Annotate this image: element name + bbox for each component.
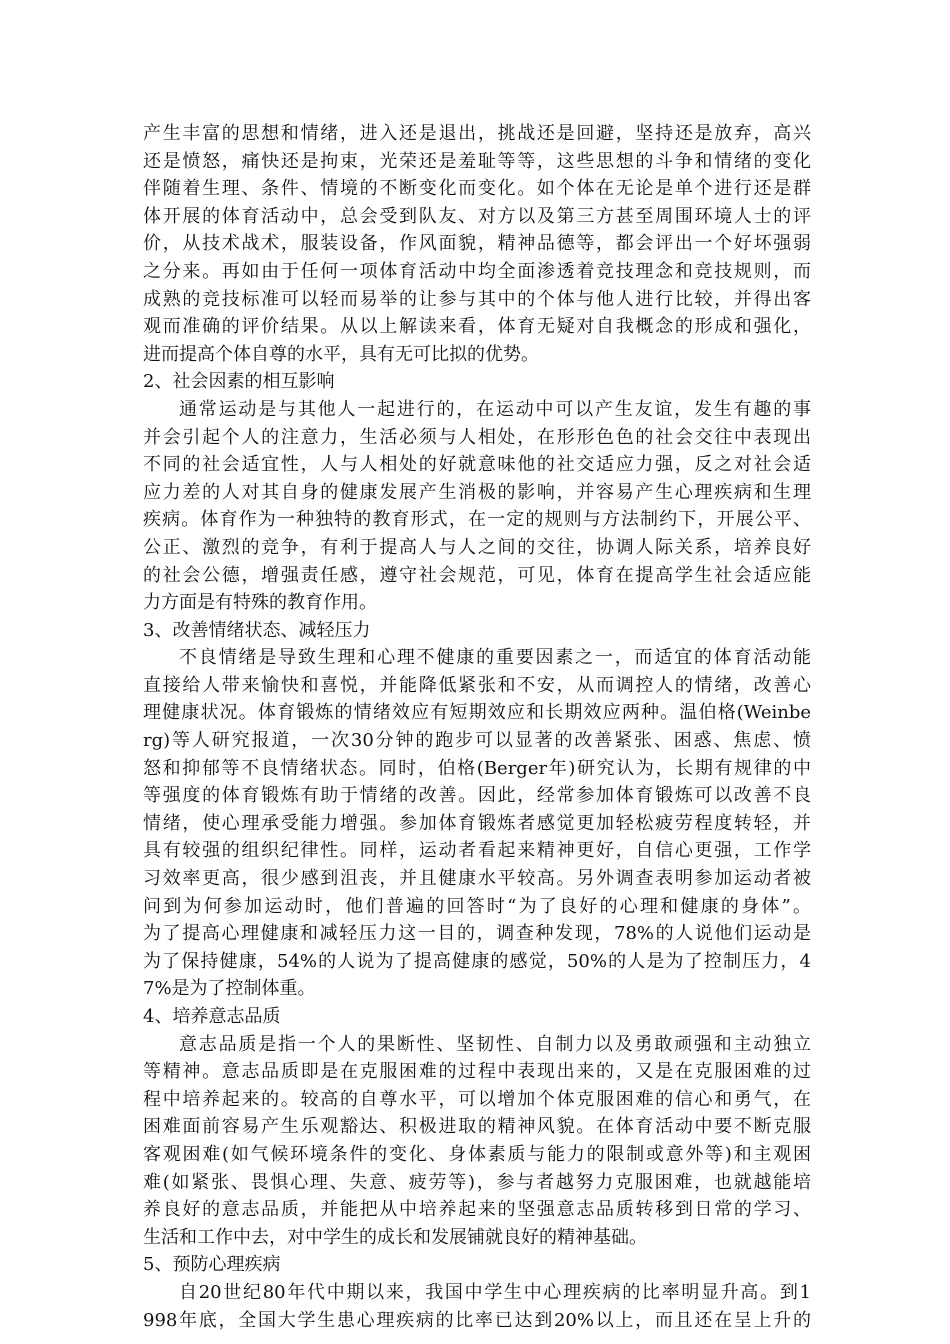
section-heading: 2、社会因素的相互影响: [143, 371, 335, 393]
text-line: 客观困难(如气候环境条件的变化、身体素质与能力的限制或意外等)和主观困: [143, 1143, 811, 1165]
text-line: 产生丰富的思想和情绪，进入还是退出，挑战还是回避，坚持还是放弃，高兴: [143, 123, 811, 144]
text-line: 等精神。意志品质即是在克服困难的过程中表现出来的，又是在克服困难的过: [143, 1061, 811, 1083]
text-line: 困难面前容易产生乐观豁达、积极进取的精神风貌。在体育活动中要不断克服: [143, 1116, 811, 1138]
section-heading: 4、培养意志品质: [143, 1006, 281, 1027]
text-line: 力方面是有特殊的教育作用。: [143, 592, 377, 614]
text-line: 公正、激烈的竞争，有利于提高人与人之间的交往，协调人际关系，培养良好: [143, 536, 811, 558]
section-heading: 5、预防心理疾病: [143, 1254, 281, 1276]
paragraph: [143, 1031, 811, 1252]
text-line: 疾病。体育作为一种独特的教育形式，在一定的规则与方法制约下，开展公平、: [143, 509, 811, 531]
text-line: 并会引起个人的注意力，生活必须与人相处，在形形色色的社会交往中表现出: [143, 426, 811, 448]
text-line: 理健康状况。体育锻炼的情绪效应有短期效应和长期效应两种。温伯格(Weinbe: [143, 702, 811, 724]
text-line: 体开展的体育活动中，总会受到队友、对方以及第三方甚至周围环境人士的评: [143, 205, 811, 227]
text-line: 怒和抑郁等不良情绪状态。同时，伯格(Berger年)研究认为，长期有规律的中: [143, 757, 811, 779]
text-line: 自20世纪80年代中期以来，我国中学生中心理疾病的比率明显升高。到1: [179, 1281, 811, 1303]
text-line: 具有较强的组织纪律性。同样，运动者看起来精神更好，自信心更强，工作学: [143, 840, 811, 862]
document-page: [143, 120, 811, 1334]
text-line: 直接给人带来愉快和喜悦，并能降低紧张和不安，从而调控人的情绪，改善心: [143, 674, 811, 696]
text-line: rg)等人研究报道，一次30分钟的跑步可以显著的改善紧张、困惑、焦虑、愤: [143, 730, 811, 752]
text-line: 程中培养起来的。较高的自尊水平，可以增加个体克服困难的信心和勇气，在: [143, 1088, 811, 1110]
text-line: 伴随着生理、条件、情境的不断变化而变化。如个体在无论是单个进行还是群: [143, 178, 811, 200]
text-line: 不同的社会适宜性，人与人相处的好就意味他的社交适应力强，反之对社会适: [143, 454, 811, 476]
text-line: 不良情绪是导致生理和心理不健康的重要因素之一，而适宜的体育活动能: [179, 647, 811, 669]
text-line: 进而提高个体自尊的水平，具有无可比拟的优势。: [143, 343, 539, 365]
paragraph: [143, 1279, 811, 1334]
paragraph: [143, 644, 811, 1003]
text-line: 7%是为了控制体重。: [143, 978, 316, 1000]
text-line: 成熟的竞技标准可以轻而易举的让参与其中的个体与他人进行比较，并得出客: [143, 288, 811, 310]
text-line: 的社会公德，增强责任感，遵守社会规范，可见，体育在提高学生社会适应能: [143, 564, 811, 586]
text-line: 应力差的人对其自身的健康发展产生消极的影响，并容易产生心理疾病和生理: [143, 481, 811, 503]
text-line: 养良好的意志品质，并能把从中培养起来的坚强意志品质转移到日常的学习、: [143, 1199, 811, 1221]
text-line: 情绪，使心理承受能力增强。参加体育锻炼者感觉更加轻松疲劳程度转轻，并: [143, 812, 811, 834]
text-line: 问到为何参加运动时，他们普遍的回答时“为了良好的心理和健康的身体”。: [143, 895, 811, 917]
text-line: 意志品质是指一个人的果断性、坚韧性、自制力以及勇敢顽强和主动独立: [179, 1033, 811, 1055]
section-heading: 3、改善情绪状态、减轻压力: [143, 619, 371, 641]
text-line: 之分来。再如由于任何一项体育活动中均全面渗透着竞技理念和竞技规则，而: [143, 260, 811, 282]
text-line: 生活和工作中去，对中学生的成长和发展铺就良好的精神基础。: [143, 1226, 647, 1248]
text-line: 等强度的体育锻炼有助于情绪的改善。因此，经常参加体育锻炼可以改善不良: [143, 785, 811, 807]
paragraph: [143, 396, 811, 617]
text-line: 998年底，全国大学生患心理疾病的比率已达到20%以上，而且还在呈上升的: [143, 1309, 811, 1331]
text-line: 价，从技术战术，服装设备，作风面貌，精神品德等，都会评出一个好坏强弱: [143, 233, 811, 255]
text-line: 习效率更高，很少感到沮丧，并且健康水平较高。另外调查表明参加运动者被: [143, 868, 811, 890]
paragraph: [143, 120, 811, 368]
text-line: 为了提高心理健康和减轻压力这一目的，调查种发现，78%的人说他们运动是: [143, 923, 811, 945]
text-line: 观而准确的评价结果。从以上解读来看，体育无疑对自我概念的形成和强化，: [143, 316, 811, 338]
text-line: 为了保持健康，54%的人说为了提高健康的感觉，50%的人是为了控制压力，4: [143, 950, 811, 972]
text-line: 难(如紧张、畏惧心理、失意、疲劳等)，参与者越努力克服困难，也就越能培: [143, 1171, 811, 1193]
text-line: 还是愤怒，痛快还是拘束，光荣还是羞耻等等，这些思想的斗争和情绪的变化: [143, 150, 811, 172]
text-line: 通常运动是与其他人一起进行的，在运动中可以产生友谊，发生有趣的事: [179, 398, 811, 420]
